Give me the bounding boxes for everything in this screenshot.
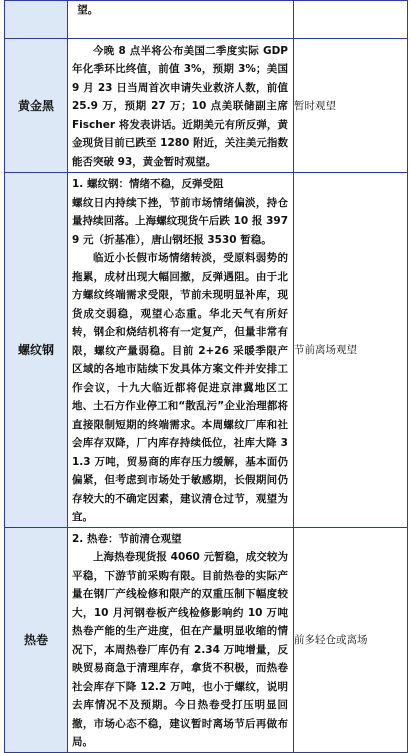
section-heading: 2. 热卷：节前清仓观望 — [72, 532, 182, 545]
paragraph: 今晚 8 点半将公布美国二季度实际 GDP 年化季环比终值，前值 3%，预期 3%；美国 9 月 23 日当周首次申请失业救济人数，前值 25.9 万，预期 27 万；10 点美联储副主席 Fischer 将发表讲话。近期美元有所反弹，黄金现货目前已跌至 1280 附近，关注美元指数能否突破 93，黄金暂时观望。 — [72, 44, 288, 168]
category-cell: 螺纹钢 — [5, 173, 68, 528]
paragraph: 上海热卷现货报 4060 元暂稳，成交较为平稳，下游节前采购有限。目前热卷的实际产量在钢厂产线检修和限产的双重压制下幅度较大，10 月河钢卷板产线检修影响约 10 万吨热卷产能的生产进度，但在产量明显收缩的情况下，本周热卷厂库仍有 2.34 万吨增量，反映贸易商急于清理库存，拿货不积极，而热卷社会库存下降 12.2 万吨，也小于螺纹，说明去库情况不及预期。今日热卷受打压明显回撤，市场心态不稳，建议暂时离场节后再做布局。 — [72, 551, 288, 748]
table-row — [5, 173, 408, 528]
advice-cell: 前多轻仓或离场 — [294, 527, 408, 752]
category-cell: 黄金黑 — [5, 39, 68, 173]
table-row — [5, 527, 408, 752]
table-row — [5, 39, 408, 173]
analysis-text — [68, 40, 293, 172]
table-row — [5, 1, 408, 39]
advice-cell — [294, 1, 408, 39]
paragraph: 临近小长假市场情绪转淡，受原料弱势的拖累，成材出现大幅回撤，反弹遇阻。由于北方螺纹终端需求受限，节前未现明显补库，现货成交弱稳，观望心态重。华北天气有所好转，钢企和烧结机将有一定复产，但量非常有限，螺纹产量弱稳。目前 2+26 采暖季限产区域的各地市陆续下发具体方案文件并安排工作会议，十九大临近都将促进京津冀地区工地、土石方作业停工和“散乱污”企业治理都将直接限制短期的终端需求。本周螺纹厂库和社会库存双降，厂内库存持续低位，社库大降 31.3 万吨，贸易商的库存压力缓解，基本面仍偏紧，但考虑到市场处于敏感期，长假期间仍存较大的不确定因素，建议清仓过节，观望为宜。 — [72, 252, 288, 523]
analysis-text — [68, 528, 293, 752]
analysis-text — [68, 173, 293, 527]
category-cell: 热卷 — [5, 527, 68, 752]
advice-cell: 节前离场观望 — [294, 173, 408, 528]
category-cell — [5, 1, 68, 39]
paragraph: 望。 — [77, 4, 99, 16]
paragraph: 螺纹日内持续下挫，节前市场情绪偏淡，持仓量持续回落。上海螺纹现货午后跌 10 报 3979 元（折基准），唐山钢坯报 3530 暂稳。 — [72, 196, 288, 246]
analysis-text — [68, 1, 293, 20]
section-heading: 1. 螺纹钢：情绪不稳，反弹受阻 — [72, 178, 224, 190]
content-cell — [68, 527, 294, 752]
advice-cell: 暂时观望 — [294, 39, 408, 173]
strategy-table — [4, 0, 408, 753]
content-cell — [68, 1, 294, 39]
content-cell — [68, 39, 294, 173]
content-cell — [68, 173, 294, 528]
